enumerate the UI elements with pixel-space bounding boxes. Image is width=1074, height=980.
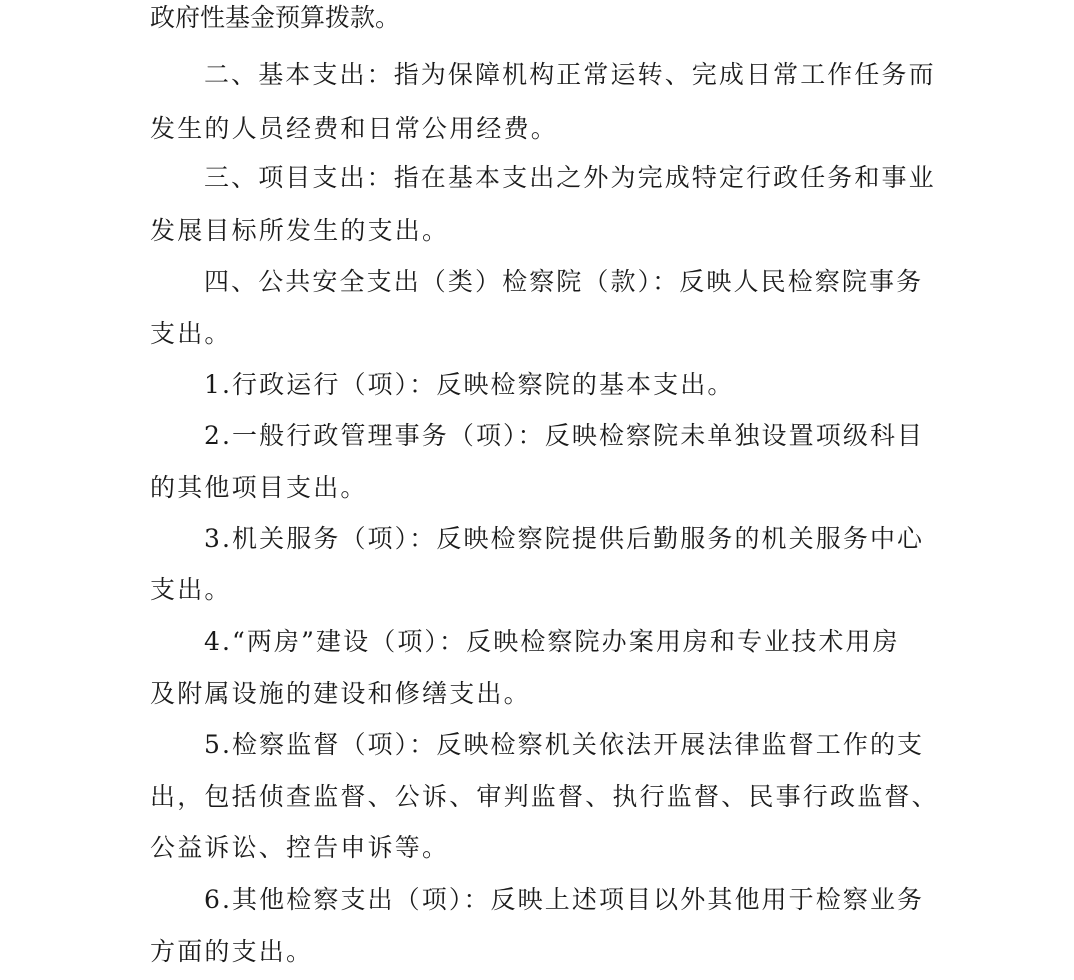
text-line: 发展目标所发生的支出。 (150, 216, 450, 245)
text-line: 四、公共安全支出（类）检察院（款）：反映人民检察院事务 (204, 267, 924, 296)
text-line: 支出。 (150, 319, 232, 348)
text-line: 出，包括侦查监督、公诉、审判监督、执行监督、民事行政监督、 (150, 782, 939, 811)
text-line: 4.“两房”建设（项）：反映检察院办案用房和专业技术用房 (204, 627, 900, 656)
text-line: 发生的人员经费和日常公用经费。 (150, 114, 559, 143)
text-line: 2.一般行政管理事务（项）：反映检察院未单独设置项级科目 (204, 421, 925, 450)
text-line: 支出。 (150, 575, 232, 604)
text-line: 三、项目支出：指在基本支出之外为完成特定行政任务和事业 (204, 163, 936, 192)
text-line: 3.机关服务（项）：反映检察院提供后勤服务的机关服务中心 (204, 524, 925, 553)
text-line: 公益诉讼、控告申诉等。 (150, 833, 450, 862)
text-line: 二、基本支出：指为保障机构正常运转、完成日常工作任务而 (204, 60, 936, 89)
text-line: 1.行政运行（项）：反映检察院的基本支出。 (204, 370, 735, 399)
text-line: 6.其他检察支出（项）：反映上述项目以外其他用于检察业务 (204, 885, 925, 914)
text-line: 政府性基金预算拨款。 (150, 3, 401, 32)
text-line: 及附属设施的建设和修缮支出。 (150, 679, 531, 708)
text-line: 方面的支出。 (150, 937, 314, 966)
text-line: 的其他项目支出。 (150, 473, 368, 502)
text-line: 5.检察监督（项）：反映检察机关依法开展法律监督工作的支 (204, 730, 925, 759)
